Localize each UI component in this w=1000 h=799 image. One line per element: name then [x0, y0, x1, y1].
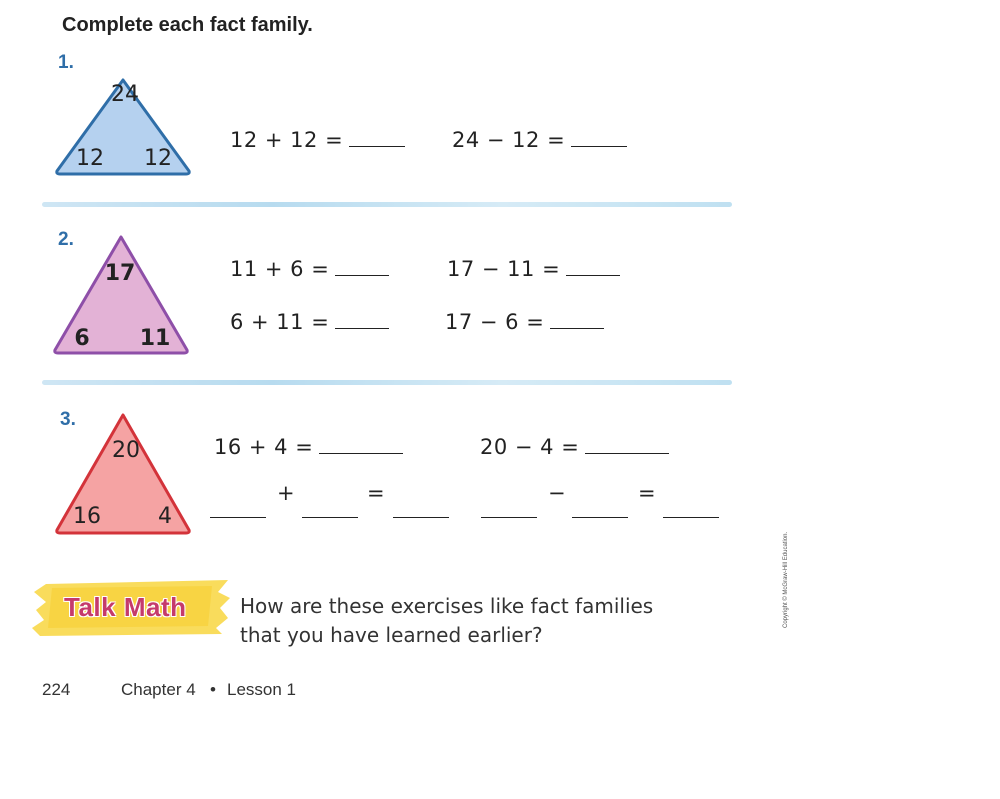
triangle-1-top-number: 24 — [111, 82, 139, 107]
talk-math-label: Talk Math — [64, 592, 187, 622]
answer-blank-3b[interactable] — [585, 452, 669, 454]
triangle-3-left-number: 16 — [73, 504, 101, 529]
question-line-2: that you have learned earlier? — [240, 623, 543, 647]
problem-2-number: 2. — [58, 229, 74, 250]
equation-2a — [230, 257, 389, 281]
equation-1b-text: 24 − 12 = — [452, 128, 566, 152]
footer-bullet: • — [210, 680, 216, 699]
equation-2c — [230, 310, 389, 334]
equation-1b — [452, 128, 627, 152]
triangle-2-right-number: 11 — [139, 326, 171, 351]
blank-line-3-4[interactable] — [481, 517, 537, 518]
answer-blank-3a[interactable] — [319, 452, 403, 454]
minus-symbol: − — [548, 481, 566, 505]
equation-3a-text: 16 + 4 = — [214, 435, 314, 459]
page-number: 224 — [42, 680, 71, 699]
talk-math-question — [240, 592, 653, 650]
plus-symbol: + — [277, 481, 295, 505]
section-divider-1 — [42, 202, 732, 207]
fact-triangle-2 — [50, 233, 192, 357]
instruction-heading: Complete each fact family. — [62, 14, 313, 36]
equation-2c-text: 6 + 11 = — [230, 310, 330, 334]
triangle-3-top-number: 20 — [112, 438, 140, 463]
answer-blank-2b[interactable] — [566, 274, 620, 276]
section-divider-2 — [42, 380, 732, 385]
equals-symbol-1: = — [367, 481, 385, 505]
equation-2b — [447, 257, 620, 281]
equation-2b-text: 17 − 11 = — [447, 257, 561, 281]
equation-1a — [230, 128, 405, 152]
blank-line-3-1[interactable] — [210, 517, 266, 518]
blank-line-3-3[interactable] — [393, 517, 449, 518]
fact-triangle-1 — [52, 76, 194, 178]
problem-1-number: 1. — [58, 52, 74, 73]
equation-1a-text: 12 + 12 = — [230, 128, 344, 152]
answer-blank-2a[interactable] — [335, 274, 389, 276]
answer-blank-1b[interactable] — [571, 145, 627, 147]
question-line-1: How are these exercises like fact families — [240, 594, 654, 618]
triangle-1-left-number: 12 — [76, 146, 104, 171]
problem-3-number: 3. — [60, 409, 76, 430]
equation-3b — [480, 435, 669, 459]
answer-blank-2c[interactable] — [335, 327, 389, 329]
fact-triangle-3 — [52, 411, 194, 537]
triangle-3-right-number: 4 — [158, 504, 172, 529]
equation-2d — [445, 310, 604, 334]
blank-line-3-5[interactable] — [572, 517, 628, 518]
equation-3b-text: 20 − 4 = — [480, 435, 580, 459]
equation-2d-text: 17 − 6 = — [445, 310, 545, 334]
equation-2a-text: 11 + 6 = — [230, 257, 330, 281]
equation-3a — [214, 435, 403, 459]
chapter-label: Chapter 4 — [121, 680, 196, 699]
answer-blank-2d[interactable] — [550, 327, 604, 329]
lesson-label: Lesson 1 — [227, 680, 296, 699]
copyright-notice: Copyright © McGraw-Hill Education. — [783, 531, 789, 628]
equals-symbol-2: = — [638, 481, 656, 505]
answer-blank-1a[interactable] — [349, 145, 405, 147]
blank-line-3-6[interactable] — [663, 517, 719, 518]
triangle-2-left-number: 6 — [74, 326, 90, 351]
triangle-1-right-number: 12 — [144, 146, 172, 171]
triangle-2-top-number: 17 — [104, 261, 136, 286]
blank-line-3-2[interactable] — [302, 517, 358, 518]
